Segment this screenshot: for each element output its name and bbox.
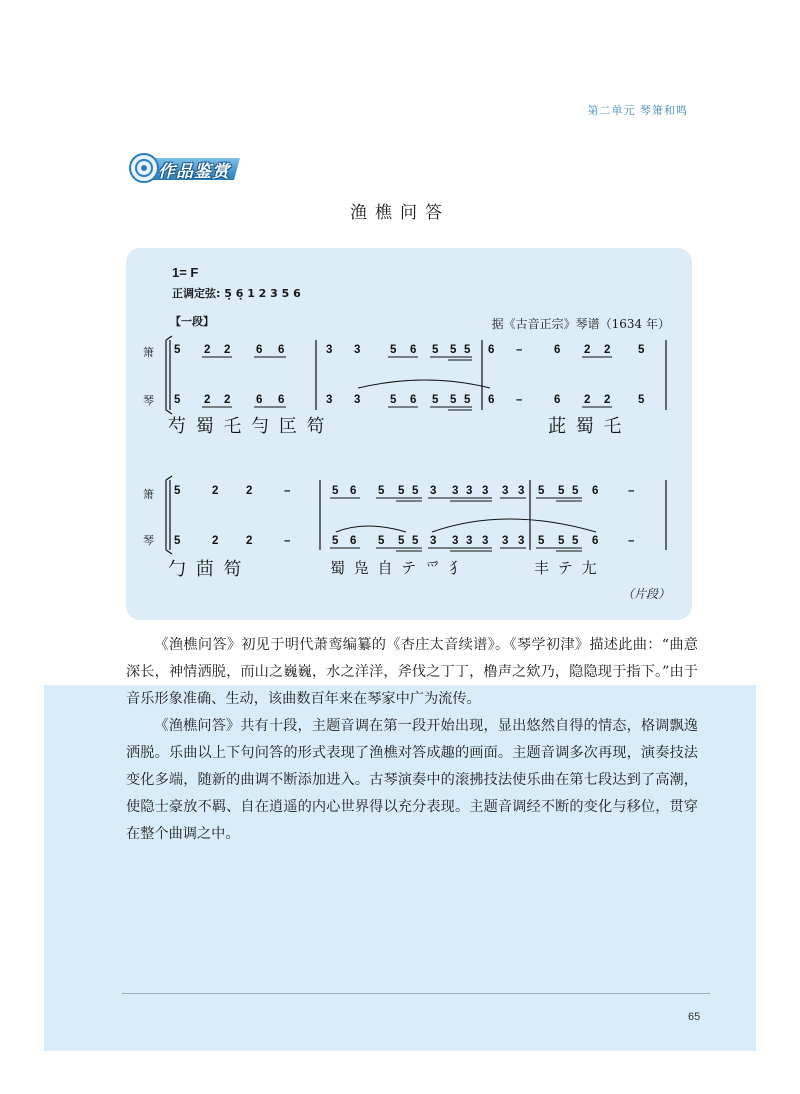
svg-text:6: 6 xyxy=(488,394,495,406)
svg-text:6: 6 xyxy=(554,344,561,356)
svg-text:2: 2 xyxy=(584,394,591,406)
svg-text:2: 2 xyxy=(224,394,231,406)
qin-label: 琴 xyxy=(143,394,154,407)
svg-text:6: 6 xyxy=(410,344,417,356)
svg-text:5: 5 xyxy=(464,344,471,356)
svg-text:3: 3 xyxy=(452,535,459,547)
svg-text:5: 5 xyxy=(174,344,181,356)
score-source: 据《古音正宗》琴谱（1634 年） xyxy=(491,317,670,331)
svg-text:3: 3 xyxy=(482,485,489,497)
svg-text:–: – xyxy=(284,535,291,547)
svg-text:5: 5 xyxy=(174,485,181,497)
svg-text:6: 6 xyxy=(278,344,285,356)
svg-text:6: 6 xyxy=(350,485,357,497)
svg-text:3: 3 xyxy=(466,485,473,497)
svg-text:2: 2 xyxy=(604,344,611,356)
svg-text:5: 5 xyxy=(378,535,385,547)
svg-text:6: 6 xyxy=(592,535,599,547)
page-number: 65 xyxy=(688,1011,701,1023)
svg-text:5: 5 xyxy=(638,344,645,356)
svg-text:3: 3 xyxy=(502,535,509,547)
svg-text:5: 5 xyxy=(174,394,181,406)
svg-text:5: 5 xyxy=(398,535,405,547)
key-signature: 1= F xyxy=(172,265,199,280)
svg-text:3: 3 xyxy=(430,535,437,547)
svg-text:3: 3 xyxy=(452,485,459,497)
svg-text:3: 3 xyxy=(518,485,525,497)
svg-text:2: 2 xyxy=(212,485,219,497)
svg-text:3: 3 xyxy=(482,535,489,547)
svg-text:–: – xyxy=(516,394,523,406)
svg-text:5: 5 xyxy=(390,394,397,406)
qin-tablature-2-mid: 蜀 凫 自 テ 爫 犭 xyxy=(330,559,466,577)
excerpt-note: （片段） xyxy=(621,587,670,601)
svg-text:5: 5 xyxy=(638,394,645,406)
xiao-label: 箫 xyxy=(143,346,154,359)
svg-text:6: 6 xyxy=(410,394,417,406)
svg-text:6: 6 xyxy=(592,485,599,497)
svg-text:3: 3 xyxy=(354,394,361,406)
qin-label-2: 琴 xyxy=(143,534,154,547)
svg-text:5: 5 xyxy=(558,485,565,497)
svg-text:2: 2 xyxy=(212,535,219,547)
svg-text:2: 2 xyxy=(246,535,253,547)
svg-text:3: 3 xyxy=(430,485,437,497)
svg-text:3: 3 xyxy=(518,535,525,547)
svg-text:5: 5 xyxy=(412,535,419,547)
svg-text:5: 5 xyxy=(332,485,339,497)
svg-text:5: 5 xyxy=(558,535,565,547)
xiao-label-2: 箫 xyxy=(143,488,154,501)
svg-text:5: 5 xyxy=(538,535,545,547)
tuning-line: 正调定弦: 5̣ 6̣ 1 2 3 5 6 xyxy=(172,287,301,300)
svg-text:6: 6 xyxy=(350,535,357,547)
svg-text:3: 3 xyxy=(326,344,333,356)
svg-text:2: 2 xyxy=(584,344,591,356)
svg-text:5: 5 xyxy=(398,485,405,497)
qin-tablature-1-right: 茈 蜀 乇 xyxy=(548,416,624,437)
svg-text:3: 3 xyxy=(354,344,361,356)
svg-text:2: 2 xyxy=(604,394,611,406)
svg-text:3: 3 xyxy=(326,394,333,406)
svg-text:–: – xyxy=(516,344,523,356)
paragraph-1: 《渔樵问答》初见于明代萧鸾编纂的《杏庄太音续谱》。《琴学初津》描述此曲：“曲意深长，神情洒脱，而山之巍巍，水之洋洋，斧伐之丁丁，橹声之欸乃，隐隐现于指下。”由于音乐形象准确、生动，该曲数百年来在琴家中广为流传。 xyxy=(126,637,698,707)
svg-text:2: 2 xyxy=(204,394,211,406)
footer-rule xyxy=(122,993,710,994)
svg-text:5: 5 xyxy=(572,535,579,547)
svg-text:6: 6 xyxy=(278,394,285,406)
svg-text:5: 5 xyxy=(174,535,181,547)
svg-text:2: 2 xyxy=(224,344,231,356)
svg-text:5: 5 xyxy=(332,535,339,547)
svg-text:5: 5 xyxy=(464,394,471,406)
svg-text:5: 5 xyxy=(390,344,397,356)
svg-text:–: – xyxy=(628,485,635,497)
svg-text:5: 5 xyxy=(412,485,419,497)
svg-text:–: – xyxy=(628,535,635,547)
qin-tablature-1: 芍 蜀 乇 勻 匞 笱 xyxy=(168,416,327,437)
section-badge: 作品鉴赏 xyxy=(158,162,230,182)
svg-text:5: 5 xyxy=(450,344,457,356)
svg-text:–: – xyxy=(284,485,291,497)
svg-text:5: 5 xyxy=(572,485,579,497)
paragraph-2: 《渔樵问答》共有十段，主题音调在第一段开始出现，显出悠然自得的情态，格调飘逸洒脱。乐曲以上下句问答的形式表现了渔樵对答成趣的画面。主题音调多次再现，演奏技法变化多端，随新的曲调不断添加进入。古琴演奏中的滚拂技法使乐曲在第七段达到了高潮，使隐士豪放不羁、自在逍遥的内心世界得以充分表现。主题音调经不断的变化与移位，贯穿在整个曲调之中。 xyxy=(126,718,698,842)
svg-text:5: 5 xyxy=(378,485,385,497)
svg-text:5: 5 xyxy=(432,394,439,406)
qin-tablature-2-far: 丰 テ 尢 xyxy=(534,559,599,577)
section-label: 【一段】 xyxy=(170,315,214,328)
piece-title: 渔樵问答 xyxy=(350,203,450,223)
svg-text:6: 6 xyxy=(256,344,263,356)
qin-tablature-2: 勹 茴 笱 xyxy=(168,559,244,580)
svg-text:5: 5 xyxy=(432,344,439,356)
svg-text:6: 6 xyxy=(554,394,561,406)
svg-text:5: 5 xyxy=(538,485,545,497)
svg-text:3: 3 xyxy=(466,535,473,547)
svg-text:3: 3 xyxy=(502,485,509,497)
chapter-header: 第二单元 琴箫和鸣 xyxy=(587,104,688,117)
svg-text:6: 6 xyxy=(488,344,495,356)
svg-text:6: 6 xyxy=(256,394,263,406)
svg-text:2: 2 xyxy=(246,485,253,497)
svg-text:2: 2 xyxy=(204,344,211,356)
svg-text:5: 5 xyxy=(450,394,457,406)
